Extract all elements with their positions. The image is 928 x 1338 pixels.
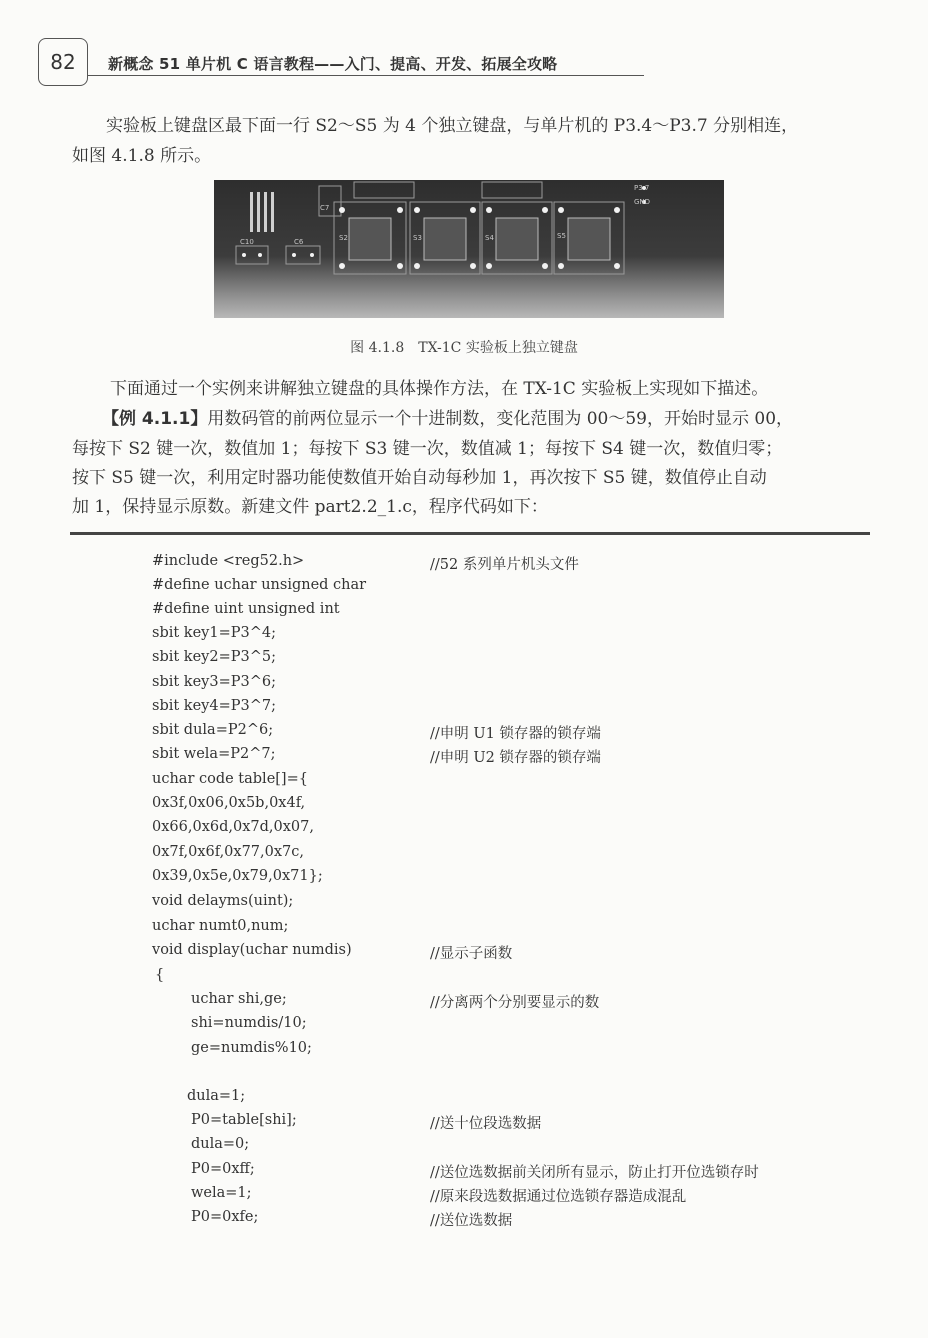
code-comment: //送位选数据: [430, 1213, 513, 1229]
body-line-1: 下面通过一个实例来讲解独立键盘的具体操作方法，在 TX-1C 实验板上实现如下描述。: [110, 379, 769, 399]
code-line: 0x7f,0x6f,0x77,0x7c,: [152, 844, 304, 860]
code-line: sbit wela=P2^7;: [152, 746, 276, 762]
code-line: {: [155, 967, 165, 983]
label-s3: S3: [413, 234, 422, 242]
code-line: uchar shi,ge;: [191, 991, 287, 1007]
code-line: shi=numdis/10;: [191, 1015, 307, 1031]
code-comment: //原来段选数据通过位选锁存器造成混乱: [430, 1189, 687, 1205]
running-header-title: 新概念 51 单片机 C 语言教程——入门、提高、开发、拓展全攻略: [108, 55, 558, 73]
code-line: wela=1;: [191, 1185, 252, 1201]
code-line: #define uchar unsigned char: [152, 577, 367, 593]
code-line: P0=0xff;: [191, 1161, 255, 1177]
code-line: sbit dula=P2^6;: [152, 722, 274, 738]
code-line: 0x66,0x6d,0x7d,0x07,: [152, 819, 314, 835]
label-p37: P3.7: [634, 184, 650, 192]
body-line-3: 每按下 S2 键一次，数值加 1；每按下 S3 键一次，数值减 1；每按下 S4 键一次，数值归零；: [72, 439, 783, 459]
label-s5: S5: [557, 232, 566, 240]
body-line-5: 加 1，保持显示原数。新建文件 part2.2_1.c，程序代码如下：: [72, 497, 548, 517]
intro-line-2: 如图 4.1.8 所示。: [72, 146, 212, 166]
figure-caption: 图 4.1.8 TX-1C 实验板上独立键盘: [350, 340, 578, 356]
label-s4: S4: [485, 234, 494, 242]
code-line: #define uint unsigned int: [152, 601, 340, 617]
code-line: ge=numdis%10;: [191, 1040, 312, 1056]
code-line: dula=0;: [191, 1136, 250, 1152]
code-line: void display(uchar numdis): [152, 942, 352, 958]
code-line: P0=0xfe;: [191, 1209, 259, 1225]
intro-line-1: 实验板上键盘区最下面一行 S2～S5 为 4 个独立键盘，与单片机的 P3.4～P3.7 分别相连，: [106, 116, 799, 136]
code-comment: //分离两个分别要显示的数: [430, 995, 600, 1011]
code-line: P0=table[shi];: [191, 1112, 297, 1128]
code-comment: //送位选数据前关闭所有显示，防止打开位选锁存时: [430, 1165, 759, 1181]
label-c6: C6: [294, 238, 304, 246]
example-label: 【例 4.1.1】: [102, 409, 208, 429]
body-line-2: [72, 404, 872, 434]
code-line: dula=1;: [187, 1088, 246, 1104]
code-line: sbit key3=P3^6;: [152, 674, 276, 690]
code-comment: //52 系列单片机头文件: [430, 557, 579, 573]
code-line: uchar numt0,num;: [152, 918, 289, 934]
code-line: #include <reg52.h>: [152, 553, 305, 569]
page-number: 82: [38, 38, 88, 86]
code-line: sbit key4=P3^7;: [152, 698, 276, 714]
code-line: uchar code table[]={: [152, 771, 308, 787]
board-photo-graphic: [214, 180, 724, 318]
label-gnd: GND: [634, 198, 651, 206]
code-line: void delayms(uint);: [152, 893, 294, 909]
code-line: sbit key2=P3^5;: [152, 649, 276, 665]
label-s2: S2: [339, 234, 348, 242]
code-comment: //申明 U2 锁存器的锁存端: [430, 750, 601, 766]
header-divider: [88, 75, 644, 76]
code-comment: //申明 U1 锁存器的锁存端: [430, 726, 601, 742]
code-line: 0x39,0x5e,0x79,0x71};: [152, 868, 323, 884]
code-comment: //送十位段选数据: [430, 1116, 542, 1132]
body-line-4: 按下 S5 键一次，利用定时器功能使数值开始自动每秒加 1，再次按下 S5 键，数值停止自动: [72, 468, 767, 488]
code-comment: //显示子函数: [430, 946, 513, 962]
label-c10: C10: [240, 238, 254, 246]
board-photo: [214, 180, 724, 318]
body-line-2-text: 用数码管的前两位显示一个十进制数，变化范围为 00～59，开始时显示 00，: [207, 409, 794, 429]
label-c7: C7: [320, 204, 330, 212]
code-line: sbit key1=P3^4;: [152, 625, 276, 641]
code-divider: [70, 532, 870, 535]
code-line: 0x3f,0x06,0x5b,0x4f,: [152, 795, 306, 811]
